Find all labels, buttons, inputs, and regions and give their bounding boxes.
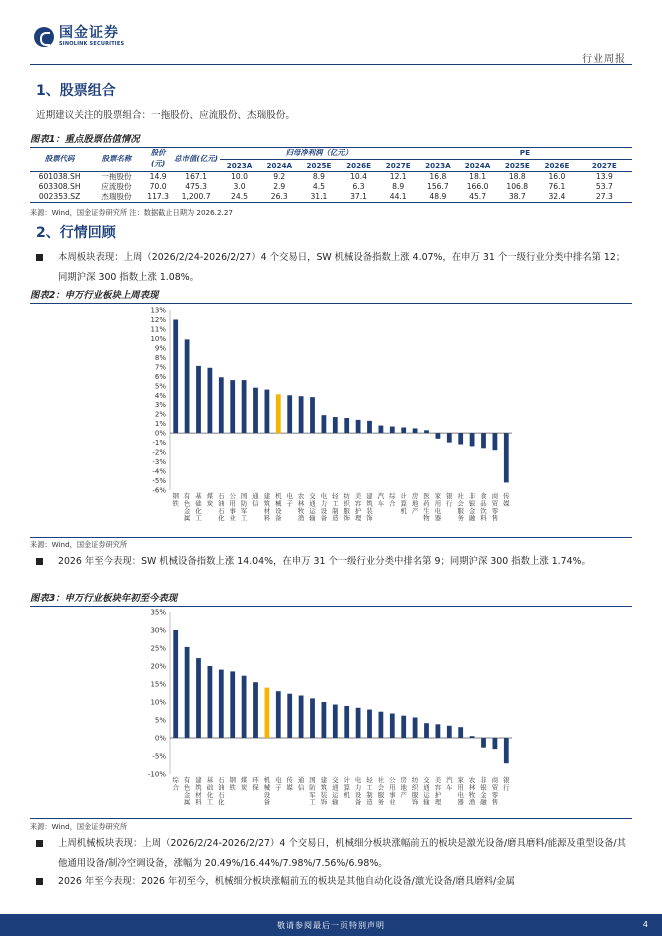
x-tick-label: 建筑材料 [263, 492, 271, 523]
y-tick-label: 11% [150, 325, 166, 334]
bar [481, 433, 486, 448]
sub-weekly-body: 上周机械板块表现：上周（2026/2/24-2026/2/27）4 个交易日，机械细分板块涨幅前五的板块是激光设备/磨具磨料/能源及重型设备/其他通用设备/制冷空调设备，涨幅为 20.49%/16.44%/7.98%/7.56%/6.98%。 [58, 838, 626, 869]
cell-pe: 106.8 [506, 181, 529, 191]
ytd-performance-text [36, 552, 632, 572]
x-tick-label: 钢铁 [172, 492, 179, 508]
bullet-icon [36, 840, 43, 847]
bar [458, 727, 463, 738]
cell-profit: 24.5 [231, 191, 248, 201]
x-tick-label: 非银金融 [468, 492, 476, 523]
footer-disclaimer-link[interactable]: 敬请参阅最后一页特别声明 [277, 921, 385, 930]
col-header-price: 股价(元) [144, 146, 173, 171]
y-tick-label: 7% [154, 363, 166, 372]
x-tick-label: 综合 [389, 492, 396, 508]
bar [447, 726, 452, 738]
y-tick-label: 1% [154, 420, 166, 429]
bar [310, 698, 315, 738]
y-tick-label: 13% [150, 306, 166, 315]
weekly-performance-body: 本周板块表现：上周（2026/2/24-2026/2/27）4 个交易日，SW 机械设备指数上涨 4.07%，在申万 31 个一级行业分类中排名第 12；同期沪深 300 指数上涨 1.08%。 [58, 252, 626, 283]
bar [253, 388, 258, 433]
x-tick-label: 房地产 [400, 776, 407, 799]
section-title-stock-portfolio: 1、股票组合 [36, 83, 116, 99]
y-tick-label: 10% [150, 698, 166, 707]
cell-pe: 156.7 [427, 181, 449, 191]
cell-profit: 3.0 [233, 181, 246, 191]
x-tick-label: 国防军工 [240, 492, 248, 523]
bar [356, 420, 361, 433]
bar [265, 390, 270, 434]
cell-name: 杰瑞股份 [101, 191, 132, 201]
x-tick-label: 银行 [446, 492, 453, 508]
weekly-performance-text [36, 248, 632, 288]
cell-pe: 18.8 [508, 171, 526, 181]
year-header: 2025E [504, 160, 530, 170]
cell-pe: 16.8 [429, 171, 447, 181]
x-tick-label: 商贸零售 [491, 776, 499, 807]
cell-profit: 6.3 [352, 181, 365, 191]
cell-profit: 26.3 [270, 191, 288, 201]
x-tick-label: 纺织服饰 [411, 776, 419, 807]
bar [299, 396, 304, 433]
bar-highlight [265, 688, 270, 738]
x-tick-label: 电子 [286, 492, 293, 508]
x-tick-label: 有色金属 [183, 492, 191, 523]
x-tick-label: 钢铁 [229, 776, 236, 792]
x-tick-label: 社会服务 [457, 492, 464, 523]
cell-price: 14.9 [149, 171, 167, 181]
y-tick-label: 4% [154, 391, 166, 400]
bar [322, 702, 327, 738]
bar [367, 421, 372, 433]
x-tick-label: 商贸零售 [491, 492, 499, 523]
bar [253, 682, 258, 738]
sinolink-logo-icon [34, 27, 54, 47]
page-footer [0, 914, 662, 936]
bar [196, 366, 201, 433]
table-row [30, 171, 632, 182]
cell-code: 601038.SH [38, 171, 81, 181]
x-tick-label: 石油石化 [218, 776, 225, 807]
bar [333, 705, 338, 738]
cell-profit: 10.0 [231, 171, 248, 181]
bar [504, 738, 509, 763]
cell-pe: 16.0 [548, 171, 566, 181]
x-tick-label: 煤炭 [240, 776, 248, 792]
chart2-title: 图表3：申万行业板块年初至今表现 [30, 590, 632, 607]
bar [379, 712, 384, 738]
x-tick-label: 食品饮料 [480, 492, 487, 523]
cell-profit: 4.5 [312, 181, 325, 191]
cell-mktcap: 1,200.7 [181, 191, 211, 201]
y-tick-label: 5% [154, 716, 166, 725]
bar [219, 670, 224, 738]
cell-code: 603308.SH [38, 181, 81, 191]
col-header-pe: PE [418, 146, 632, 159]
y-tick-label: 2% [154, 410, 166, 419]
bar [196, 658, 201, 738]
x-tick-label: 公用事业 [229, 492, 236, 523]
x-tick-label: 农林牧渔 [297, 492, 305, 523]
y-tick-label: 15% [150, 680, 166, 689]
brand-name-en: SINOLINK SECURITIES [59, 41, 125, 47]
bar [470, 736, 475, 738]
bar [173, 630, 178, 738]
cell-profit: 10.4 [350, 171, 368, 181]
x-tick-label: 非银金融 [480, 776, 487, 807]
bar [413, 717, 418, 738]
y-tick-label: 6% [154, 372, 166, 381]
y-tick-label: -10% [147, 770, 166, 779]
y-tick-label: 25% [150, 644, 166, 653]
cell-profit: 2.9 [273, 181, 286, 191]
x-tick-label: 汽车 [377, 492, 385, 508]
cell-profit: 12.1 [389, 171, 407, 181]
bar [208, 368, 213, 433]
y-tick-label: -2% [152, 448, 166, 457]
y-tick-label: -6% [152, 486, 166, 495]
chart2-source: 来源：Wind，国金证券研究所 [30, 822, 128, 831]
y-tick-label: 8% [154, 353, 166, 362]
y-tick-label: 0% [154, 429, 166, 438]
y-tick-label: 0% [154, 734, 166, 743]
bar [470, 433, 475, 446]
x-tick-label: 家用电器 [434, 492, 442, 523]
bar [436, 433, 441, 439]
year-header: 2027E [385, 160, 411, 170]
bar [185, 339, 190, 433]
ytd-performance-body: 2026 年至今表现：SW 机械设备指数上涨 14.04%，在申万 31 个一级行业分类中排名第 9；同期沪深 300 指数上涨 1.74%。 [58, 556, 591, 567]
y-tick-label: -4% [152, 467, 166, 476]
table-row [30, 192, 632, 203]
x-tick-label: 基础化工 [206, 776, 214, 807]
y-tick-label: -5% [152, 477, 166, 486]
bar [424, 430, 429, 433]
bar [413, 428, 418, 433]
bar [310, 397, 315, 433]
bar [344, 706, 349, 738]
bar [185, 647, 190, 738]
bar [436, 724, 441, 738]
cell-code: 002353.SZ [38, 191, 81, 201]
y-tick-label: 35% [150, 608, 166, 617]
portfolio-intro: 近期建议关注的股票组合：一拖股份、应流股份、杰瑞股份。 [36, 110, 296, 121]
cell-pe: 38.7 [508, 191, 526, 201]
chart2-divider [30, 818, 632, 819]
bar [424, 723, 429, 738]
sub-ytd-body: 2026 年至今表现：2026 年初至今，机械细分板块涨幅前五的板块是其他自动化设备/激光设备/磨具磨料/金属 [58, 876, 515, 887]
cell-name: 一拖股份 [101, 171, 132, 181]
y-tick-label: 5% [154, 382, 166, 391]
cell-pe: 13.9 [595, 171, 613, 181]
x-tick-label: 家用电器 [457, 776, 464, 807]
x-tick-label: 国防军工 [309, 776, 316, 807]
bar [173, 319, 178, 433]
x-tick-label: 计算机 [400, 492, 407, 515]
x-tick-label: 建筑装饰 [366, 492, 373, 523]
bar [447, 433, 452, 442]
section-title-market-review: 2、行情回顾 [36, 225, 116, 241]
x-tick-label: 银行 [503, 776, 510, 792]
x-tick-label: 建筑装饰 [320, 776, 328, 807]
col-header-name: 股票名称 [89, 146, 143, 171]
cell-profit: 8.9 [392, 181, 405, 191]
cell-price: 117.3 [147, 191, 169, 201]
x-tick-label: 机械设备 [275, 492, 282, 523]
y-tick-label: -3% [152, 458, 166, 467]
x-tick-label: 基础化工 [195, 492, 202, 523]
x-tick-label: 传媒 [286, 776, 293, 792]
x-tick-label: 通信 [252, 492, 259, 508]
page-number: 4 [642, 920, 648, 929]
bar [481, 738, 486, 748]
bar [344, 418, 349, 433]
x-tick-label: 农林牧渔 [468, 776, 476, 807]
x-tick-label: 有色金属 [183, 776, 191, 807]
bar [367, 710, 372, 738]
bar [230, 380, 235, 433]
bar [401, 427, 406, 433]
bar [276, 691, 281, 738]
weekly-industry-bar-chart [30, 302, 632, 536]
x-tick-label: 轻工制造 [366, 776, 373, 807]
bar [287, 395, 292, 433]
ytd-industry-bar-chart [30, 606, 632, 816]
x-tick-label: 美容护理 [434, 776, 442, 807]
cell-profit: 44.1 [389, 191, 407, 201]
x-tick-label: 医药生物 [423, 492, 430, 523]
bar [333, 417, 338, 433]
x-tick-label: 环保 [252, 776, 259, 792]
bar [242, 676, 247, 738]
bar [287, 694, 292, 738]
year-header: 2025E [306, 160, 332, 170]
cell-profit: 8.9 [312, 171, 325, 181]
chart1-source: 来源：Wind，国金证券研究所 [30, 540, 128, 549]
col-header-profit: 归母净利润（亿元） [220, 146, 418, 159]
table-row [30, 182, 632, 192]
bar [379, 426, 384, 434]
x-tick-label: 房地产 [411, 492, 419, 515]
year-header: 2026E [346, 160, 372, 170]
bar [493, 433, 498, 450]
bar [219, 377, 224, 433]
chart1-divider [30, 537, 632, 538]
x-tick-label: 传媒 [503, 492, 510, 508]
x-tick-label: 轻工制造 [332, 492, 339, 523]
x-tick-label: 社会服务 [377, 776, 385, 807]
bar [242, 380, 247, 433]
x-tick-label: 电子 [275, 776, 282, 792]
y-tick-label: 20% [150, 662, 166, 671]
x-tick-label: 汽车 [446, 776, 453, 792]
y-tick-label: 30% [150, 626, 166, 635]
y-tick-label: 3% [154, 401, 166, 410]
year-header: 2024A [464, 160, 491, 170]
y-tick-label: 12% [150, 315, 166, 324]
bullet-icon [36, 878, 43, 885]
brand-logo [34, 26, 124, 47]
cell-profit: 9.2 [273, 171, 286, 181]
brand-name-cn: 国金证券 [59, 25, 119, 41]
year-header: 2023A [226, 160, 253, 170]
x-tick-label: 交通运输 [423, 776, 430, 807]
cell-profit: 31.1 [310, 191, 328, 201]
cell-pe: 166.0 [466, 181, 489, 191]
cell-pe: 76.1 [548, 181, 566, 191]
year-header: 2024A [266, 160, 293, 170]
bar [390, 427, 395, 434]
bar-highlight [276, 394, 281, 433]
x-tick-label: 公用事业 [389, 776, 396, 807]
bar [208, 666, 213, 738]
cell-mktcap: 167.1 [185, 171, 207, 181]
bar [230, 671, 235, 738]
document-type: 行业周报 [582, 54, 626, 65]
bar [401, 716, 406, 738]
cell-mktcap: 475.3 [185, 181, 207, 191]
x-tick-label: 电力设备 [354, 776, 362, 807]
year-header: 2023A [425, 160, 451, 170]
bar [504, 433, 509, 482]
cell-pe: 45.7 [469, 191, 487, 201]
bar [493, 738, 498, 749]
x-tick-label: 计算机 [343, 776, 350, 799]
bar [356, 708, 361, 738]
year-header: 2027E [591, 160, 617, 170]
x-tick-label: 纺织服饰 [343, 492, 350, 523]
cell-price: 70.0 [149, 181, 167, 191]
bar [458, 433, 463, 444]
x-tick-label: 煤炭 [206, 492, 214, 508]
bar [322, 415, 327, 433]
col-header-mktcap: 总市值(亿元) [173, 146, 220, 171]
bullet-icon [36, 558, 43, 565]
y-tick-label: -5% [152, 752, 166, 761]
bullet-icon [36, 254, 43, 261]
x-tick-label: 美容护理 [354, 492, 362, 523]
x-tick-label: 机械设备 [263, 776, 271, 807]
y-tick-label: 9% [154, 344, 166, 353]
header-divider [30, 64, 632, 65]
cell-pe: 48.9 [429, 191, 447, 201]
table-title: 图表1：重点股票估值情况 [30, 131, 632, 148]
cell-pe: 53.7 [595, 181, 613, 191]
valuation-table [30, 146, 632, 203]
cell-name: 应流股份 [101, 181, 132, 191]
cell-pe: 32.4 [548, 191, 566, 201]
x-tick-label: 交通运输 [309, 492, 316, 523]
sub-weekly-text [36, 834, 632, 874]
col-header-code: 股票代码 [30, 146, 89, 171]
chart1-title: 图表2：申万行业板块上周表现 [30, 287, 632, 304]
table-source: 来源：Wind，国金证券研究所 注：数据截止日期为 2026.2.27 [30, 208, 233, 217]
y-tick-label: -1% [152, 439, 166, 448]
bar [390, 714, 395, 738]
x-tick-label: 电力设备 [320, 492, 328, 523]
cell-pe: 18.1 [469, 171, 487, 181]
sub-ytd-text [36, 872, 632, 892]
x-tick-label: 综合 [172, 776, 179, 792]
x-tick-label: 石油石化 [218, 492, 225, 523]
cell-pe: 27.3 [595, 191, 613, 201]
x-tick-label: 建筑材料 [195, 776, 202, 807]
year-header: 2026E [544, 160, 570, 170]
y-tick-label: 10% [150, 334, 166, 343]
x-tick-label: 通信 [297, 776, 305, 792]
x-tick-label: 交通运输 [332, 776, 339, 807]
cell-profit: 37.1 [350, 191, 368, 201]
bar [299, 696, 304, 738]
